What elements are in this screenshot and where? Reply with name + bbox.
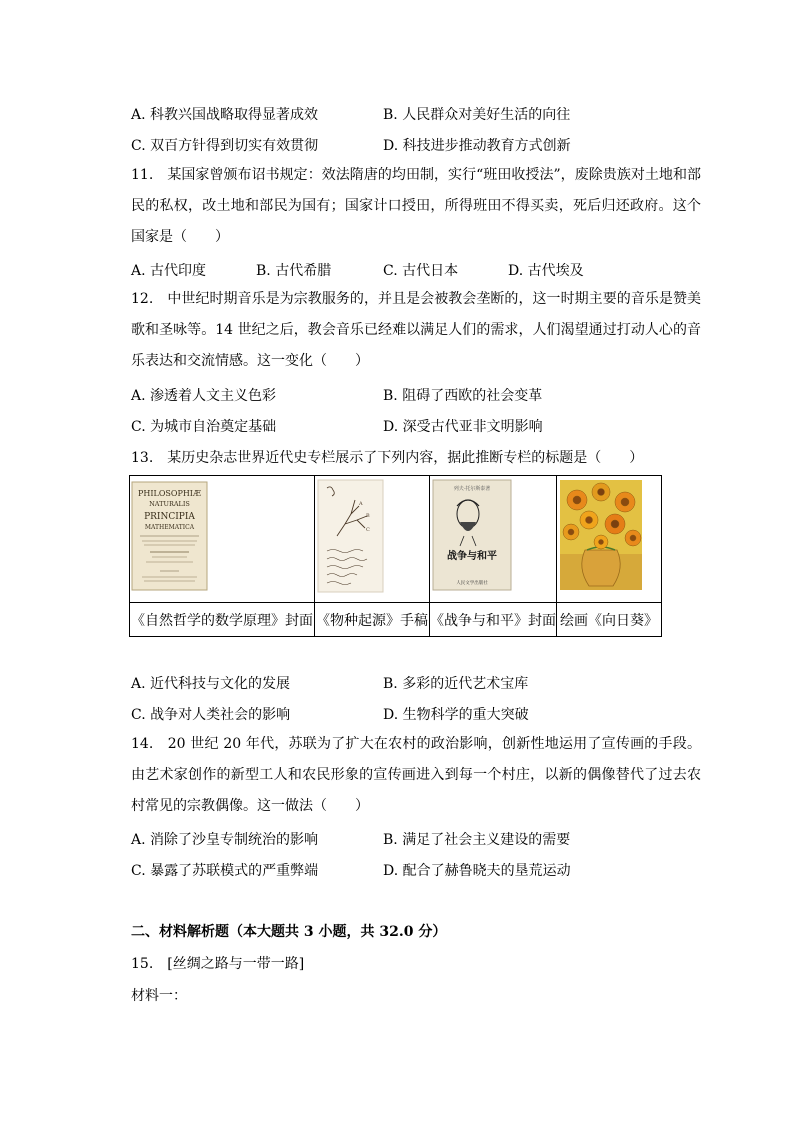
q13-option-a: A. 近代科技与文化的发展 <box>131 676 291 692</box>
sunflowers-cell <box>557 476 662 603</box>
principia-title-3: PRINCIPIA <box>144 512 195 522</box>
q13-image-table <box>129 475 662 637</box>
q11-option-c: C. 古代日本 <box>383 263 459 279</box>
q11-option-a: A. 古代印度 <box>131 263 207 279</box>
q11-stem: 11. 某国家曾颁布诏书规定：效法隋唐的均田制，实行“班田收授法”，废除贵族对土地和部民的私权，改土地和部民为国有；国家计口授田，所得班田不得买卖，死后归还政府。这个国家是（ ） <box>131 167 701 245</box>
caption-sunflowers: 绘画《向日葵》 <box>557 603 662 637</box>
principia-title-2: NATURALIS <box>149 500 190 508</box>
material-1-label: 材料一： <box>131 988 187 1004</box>
principia-cell <box>130 476 315 603</box>
section-2-heading: 二、材料解析题（本大题共 3 小题，共 32.0 分） <box>131 924 447 940</box>
q12-option-b: B. 阻碍了西欧的社会变革 <box>383 388 543 404</box>
war-and-peace-publisher: 人民文学出版社 <box>456 581 488 586</box>
q11-option-b: B. 古代希腊 <box>256 263 332 279</box>
svg-text:B: B <box>366 513 370 519</box>
principia-cover-image <box>130 476 314 598</box>
q14-option-d: D. 配合了赫鲁晓夫的垦荒运动 <box>383 863 571 879</box>
principia-title-1: PHILOSOPHIÆ <box>138 489 201 498</box>
war-and-peace-title: 战争与和平 <box>447 551 497 562</box>
q12-option-d: D. 深受古代亚非文明影响 <box>383 419 543 435</box>
q10-option-d: D. 科技进步推动教育方式创新 <box>383 138 571 154</box>
sunflowers-painting-image <box>557 476 661 598</box>
q10-option-a: A. 科教兴国战略取得显著成效 <box>131 107 319 123</box>
caption-origin: 《物种起源》手稿 <box>315 603 430 637</box>
q13-option-d: D. 生物科学的重大突破 <box>383 707 529 723</box>
q13-option-b: B. 多彩的近代艺术宝库 <box>383 676 529 692</box>
svg-text:C: C <box>366 527 370 533</box>
q14-option-a: A. 消除了沙皇专制统治的影响 <box>131 832 319 848</box>
q10-option-b: B. 人民群众对美好生活的向往 <box>383 107 571 123</box>
war-and-peace-cell <box>430 476 557 603</box>
war-and-peace-cover-image <box>430 476 556 598</box>
q10-option-c: C. 双百方针得到切实有效贯彻 <box>131 138 319 154</box>
origin-manuscript-image <box>315 476 429 598</box>
q11-option-d: D. 古代埃及 <box>508 263 584 279</box>
svg-text:A: A <box>359 501 363 507</box>
q15-title: 15. [丝绸之路与一带一路] <box>131 956 305 972</box>
q14-stem: 14. 20 世纪 20 年代，苏联为了扩大在农村的政治影响，创新性地运用了宣传画的手段。由艺术家创作的新型工人和农民形象的宣传画进入到每一个村庄，以新的偶像替代了过去农村常见的宗教偶像。这一做法（ ） <box>131 736 701 814</box>
q12-option-c: C. 为城市自治奠定基础 <box>131 419 277 435</box>
war-and-peace-author: 列夫·托尔斯泰著 <box>453 486 491 492</box>
q14-option-c: C. 暴露了苏联模式的严重弊端 <box>131 863 319 879</box>
origin-manuscript-cell <box>315 476 430 603</box>
q14-option-b: B. 满足了社会主义建设的需要 <box>383 832 571 848</box>
q13-stem: 13. 某历史杂志世界近代史专栏展示了下列内容，据此推断专栏的标题是（ ） <box>131 450 644 466</box>
caption-war-and-peace: 《战争与和平》封面 <box>430 603 557 637</box>
q12-option-a: A. 渗透着人文主义色彩 <box>131 388 277 404</box>
principia-title-4: MATHEMATICA <box>144 524 195 531</box>
caption-principia: 《自然哲学的数学原理》封面 <box>130 603 315 637</box>
q13-option-c: C. 战争对人类社会的影响 <box>131 707 291 723</box>
q12-stem: 12. 中世纪时期音乐是为宗教服务的，并且是会被教会垄断的，这一时期主要的音乐是赞美歌和圣咏等。14 世纪之后，教会音乐已经难以满足人们的需求，人们渴望通过打动人心的音乐表达和交流情感。这一变化（ ） <box>131 291 701 369</box>
